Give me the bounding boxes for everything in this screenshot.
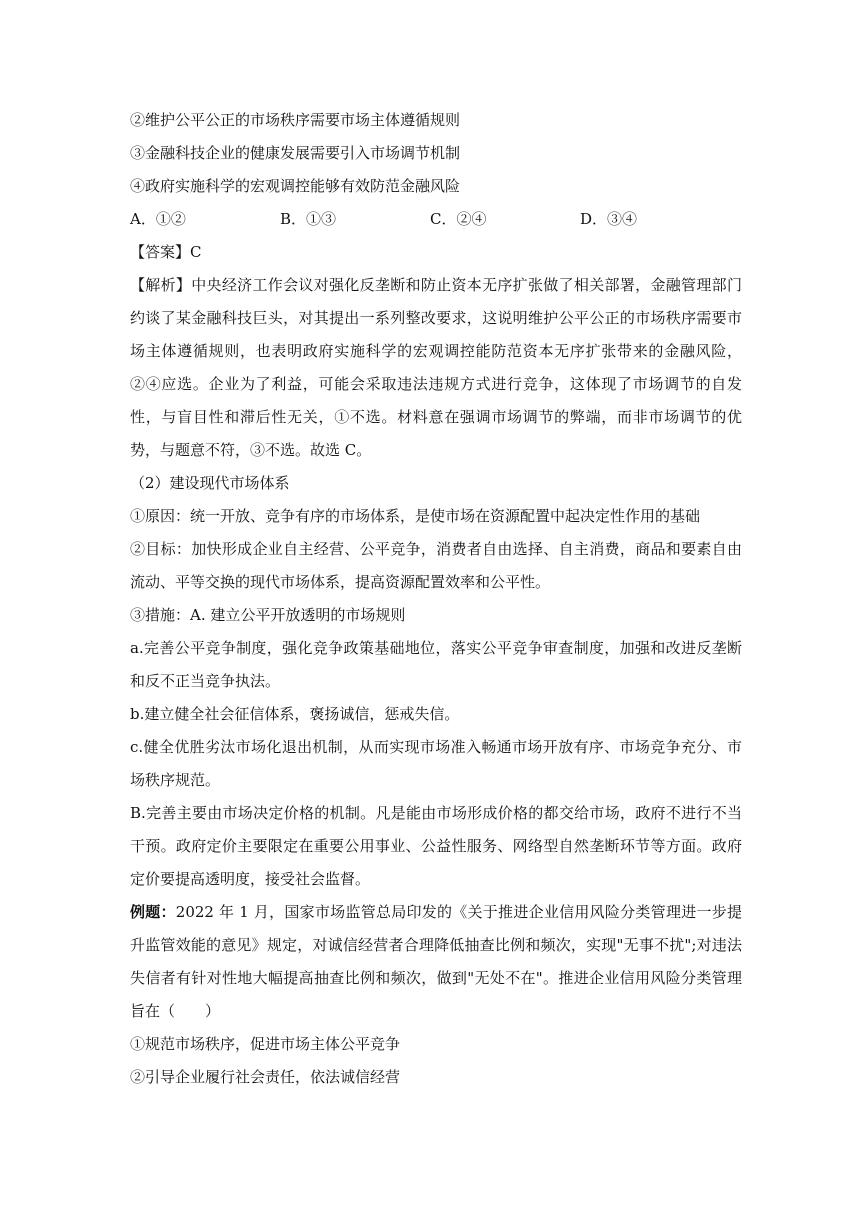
question-option-4: ④政府实施科学的宏观调控能够有效防范金融风险 (130, 177, 461, 195)
choice-d: D．③④ (580, 210, 638, 228)
section-heading: （2）建设现代市场体系 (130, 474, 290, 492)
analysis-paragraph (130, 269, 742, 467)
analysis-label: 【解析】 (130, 276, 192, 294)
answer-label: 【答案】 (130, 243, 191, 261)
choice-c: C．②④ (430, 210, 487, 228)
section-reason: ①原因：统一开放、竞争有序的市场体系，是使市场在资源配置中起决定性作用的基础 (130, 507, 701, 525)
question-option-2: ②维护公平公正的市场秩序需要市场主体遵循规则 (130, 111, 461, 129)
document-page (130, 104, 742, 1094)
choice-b: B．①③ (280, 210, 337, 228)
measure-b: b.建立健全社会征信体系，褒扬诚信，惩戒失信。 (130, 705, 460, 723)
answer-value: C (190, 243, 202, 261)
section-goal: ②目标：加快形成企业自主经营、公平竞争，消费者自由选择、自主消费，商品和要素自由流动、平等交换的现代市场体系，提高资源配置效率和公平性。 (130, 540, 742, 591)
measure-a: a.完善公平竞争制度，强化竞争政策基础地位，落实公平竞争审查制度，加强和改进反垄断和反不正当竞争执法。 (130, 639, 742, 690)
example-question (130, 896, 742, 1028)
example-label: 例题： (130, 903, 176, 921)
choice-a: A．①② (130, 210, 186, 228)
example-option-1: ①规范市场秩序，促进市场主体公平竞争 (130, 1035, 401, 1053)
answer-choices (130, 203, 742, 236)
section-measures: ③措施：A. 建立公平开放透明的市场规则 (130, 606, 406, 624)
measure-price-mechanism: B.完善主要由市场决定价格的机制。凡是能由市场形成价格的都交给市场，政府不进行不当干预。政府定价主要限定在重要公用事业、公益性服务、网络型自然垄断环节等方面。政府定价要提高透明度，接受社会监督。 (130, 804, 742, 888)
answer-line (130, 236, 742, 269)
example-text: 2022 年 1 月，国家市场监管总局印发的《关于推进企业信用风险分类管理进一步提升监管效能的意见》规定，对诚信经营者合理降低抽查比例和频次，实现"无事不扰";对违法失信者有针对性地大幅提高抽查比例和频次，做到"无处不在"。推进企业信用风险分类管理旨在（ ） (130, 903, 742, 1020)
question-option-3: ③金融科技企业的健康发展需要引入市场调节机制 (130, 144, 461, 162)
example-option-2: ②引导企业履行社会责任，依法诚信经营 (130, 1068, 401, 1086)
measure-c: c.健全优胜劣汰市场化退出机制，从而实现市场准入畅通市场开放有序、市场竞争充分、市场秩序规范。 (130, 738, 742, 789)
analysis-text: 中央经济工作会议对强化反垄断和防止资本无序扩张做了相关部署，金融管理部门约谈了某金融科技巨头，对其提出一系列整改要求，这说明维护公平公正的市场秩序需要市场主体遵循规则，也表明政府实施科学的宏观调控能防范资本无序扩张带来的金融风险，②④应选。企业为了利益，可能会采取违法违规方式进行竞争，这体现了市场调节的自发性，与盲目性和滞后性无关，①不选。材料意在强调市场调节的弊端，而非市场调节的优势，与题意不符，③不选。故选 C。 (130, 276, 742, 459)
